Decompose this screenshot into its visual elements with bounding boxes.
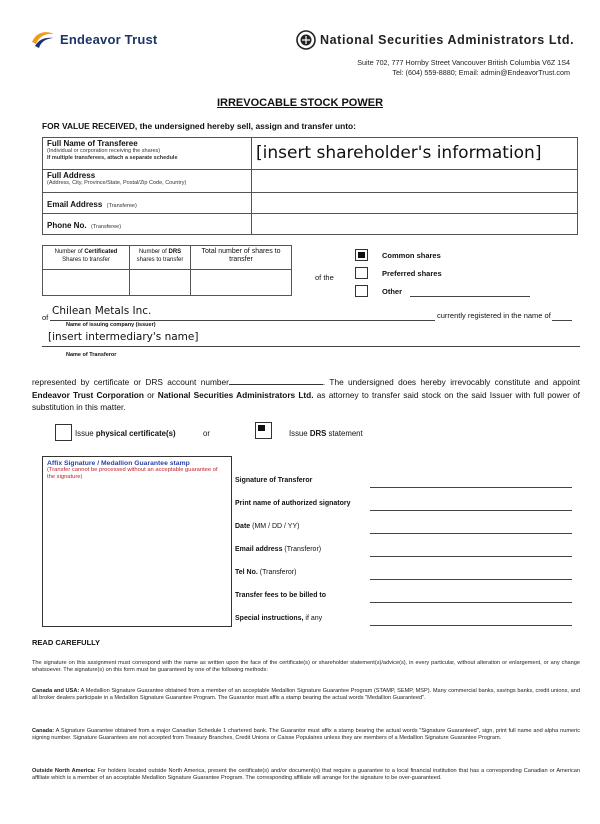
full-name-label-cell xyxy=(43,138,252,170)
phone-label-cell xyxy=(43,214,252,235)
phone-field[interactable] xyxy=(252,214,578,235)
certificated-shares-header: Number of Certificated Shares to transfer xyxy=(43,246,130,270)
common-shares-label: Common shares xyxy=(382,251,441,260)
endeavor-trust-logo xyxy=(30,28,157,50)
transfer-fees-label: Transfer fees to be billed to xyxy=(235,592,327,599)
tel-transferor-line[interactable] xyxy=(370,579,572,580)
transferee-table xyxy=(42,137,578,235)
read-carefully-heading: READ CAREFULLY xyxy=(32,638,101,647)
special-instructions-line[interactable] xyxy=(370,625,572,626)
special-instructions-label: Special instructions, if any xyxy=(235,615,323,622)
registered-line xyxy=(552,320,572,321)
transferor-value[interactable]: [insert intermediary's name] xyxy=(48,331,199,343)
issue-or-label: or xyxy=(203,429,210,438)
nsa-emblem-icon xyxy=(296,30,316,50)
print-name-label: Print name of authorized signatory xyxy=(235,500,351,507)
canada-text: Canada: A Signature Guarantee obtained from a major Canadian Schedule 1 chartered bank. The Guarantor must affix a stamp bearing the actual words "Signature Guaranteed", sign, print full name and alpha numeric signing number. Signature Guarantees are not accepted from Treasury Branches, Credit Unions or Caisse Populaires unless they are members of a Medallion Signature Guarantee Program. xyxy=(32,728,580,742)
form-title: IRREVOCABLE STOCK POWER xyxy=(216,97,384,109)
full-name-field[interactable]: [insert shareholder's information] xyxy=(252,138,578,170)
address-label-cell xyxy=(43,170,252,193)
issue-physical-checkbox[interactable] xyxy=(55,424,72,441)
email-sub: (Transferee) xyxy=(106,203,137,209)
common-shares-checkbox[interactable] xyxy=(355,249,368,261)
address-label: Full Address xyxy=(47,171,96,180)
outside-north-america-text: Outside North America: For holders located outside North America, present the certificate(s) and/or document(s) that require a guarantee to a local financial institution that has a corresponding Canadian or American affiliate which is a member of an acceptable Medallion Signature Guarantee Program. The corresponding affiliate will arrange for the signature to be over-guaranteed. xyxy=(32,768,581,782)
currently-registered-label: currently registered in the name of xyxy=(437,311,551,320)
preferred-shares-checkbox[interactable] xyxy=(355,267,368,279)
of-the-label: of the xyxy=(315,273,334,282)
contact-line: Tel: (604) 559-8880; Email: admin@EndeavorTrust.com xyxy=(392,68,570,77)
full-name-note: If multiple transferees, attach a separate schedule xyxy=(47,154,178,161)
issue-drs-label: Issue DRS statement xyxy=(289,429,363,438)
address-field[interactable] xyxy=(252,170,578,193)
total-shares-header: Total number of shares to transfer xyxy=(191,246,292,270)
date-label: Date (MM / DD / YY) xyxy=(235,523,300,530)
signature-requirement-text: The signature on this assignment must correspond with the name as written upon the face of the certificate(s) or shareholder statement(s)/advice(s), in every particular, without alteration or enlargement, or any change whatsoever. The signature(s) on this form must be guaranteed by one of the following methods: xyxy=(32,660,580,674)
transferor-line xyxy=(42,346,580,347)
shares-table xyxy=(42,245,292,296)
email-transferor-line[interactable] xyxy=(370,556,572,557)
issuing-company-value[interactable]: Chilean Metals Inc. xyxy=(52,305,152,317)
drs-shares-header: Number of DRS shares to transfer xyxy=(130,246,191,270)
signature-box-note: (Transfer cannot be processed without an acceptable guarantee of the signature) xyxy=(47,467,218,480)
transfer-fees-line[interactable] xyxy=(370,602,572,603)
signature-of-transferor-label: Signature of Transferor xyxy=(235,477,313,484)
full-name-label: Full Name of Transferee xyxy=(47,139,138,148)
issuing-company-caption: Name of issuing company (issuer) xyxy=(66,322,156,328)
nsa-logo-text: National Securities Administrators Ltd. xyxy=(320,33,575,47)
signature-stamp-box[interactable] xyxy=(42,456,232,627)
email-label: Email Address xyxy=(47,200,103,209)
total-shares-field[interactable] xyxy=(191,270,292,296)
drs-shares-field[interactable] xyxy=(130,270,191,296)
preferred-shares-label: Preferred shares xyxy=(382,269,442,278)
address-line: Suite 702, 777 Hornby Street Vancouver British Columbia V6Z 1S4 xyxy=(357,58,570,67)
of-label: of xyxy=(42,313,49,322)
issuing-company-line xyxy=(50,320,435,321)
signature-of-transferor-line[interactable] xyxy=(370,487,572,488)
email-transferor-label: Email address (Transferor) xyxy=(235,546,322,553)
appointment-paragraph: represented by certificate or DRS account number . The undersigned does hereby irrevocably constitute and appoint Endeavor Trust Corporation or National Securities Administrators Ltd. as attorney to transfer said stock on the said Issuer with full power of substitution in this matter. xyxy=(32,377,580,412)
other-shares-line[interactable] xyxy=(410,296,530,297)
for-value-statement: FOR VALUE RECEIVED, the undersigned hereby sell, assign and transfer unto: xyxy=(42,121,356,131)
issue-physical-label: Issue physical certificate(s) xyxy=(75,429,176,438)
phone-label: Phone No. xyxy=(47,221,87,230)
address-sub: (Address, City, Province/State, Postal/Zip Code, Country) xyxy=(47,180,187,186)
transferor-caption: Name of Transferor xyxy=(66,352,117,358)
certificated-shares-field[interactable] xyxy=(43,270,130,296)
email-field[interactable] xyxy=(252,193,578,214)
other-shares-label: Other xyxy=(382,287,403,296)
full-name-sub: (Individual or corporation receiving the shares) xyxy=(47,148,161,154)
canada-usa-text: Canada and USA: A Medallion Signature Guarantee obtained from a member of an acceptable Medallion Signature Guarantee Program (STAMP, SEMP, MSP). Many commercial banks, savings banks, credit unions, and all broker dealers participate in a Medallion Signature Guarantee Program. The Guarantor must affix a stamp bearing the actual words "Medallion Guaranteed". xyxy=(32,688,580,702)
print-name-line[interactable] xyxy=(370,510,572,511)
endeavor-swoosh-icon xyxy=(30,28,56,50)
issue-drs-checkbox[interactable] xyxy=(255,422,272,439)
other-shares-checkbox[interactable] xyxy=(355,285,368,297)
email-label-cell xyxy=(43,193,252,214)
account-number-blank[interactable] xyxy=(229,375,323,385)
signature-box-title: Affix Signature / Medallion Guarantee stamp xyxy=(47,460,190,467)
endeavor-logo-text: Endeavor Trust xyxy=(60,31,158,47)
nsa-logo xyxy=(296,30,574,50)
company-address xyxy=(357,58,570,78)
tel-transferor-label: Tel No. (Transferor) xyxy=(235,569,297,576)
phone-sub: (Transferee) xyxy=(91,224,122,230)
date-line[interactable] xyxy=(370,533,572,534)
